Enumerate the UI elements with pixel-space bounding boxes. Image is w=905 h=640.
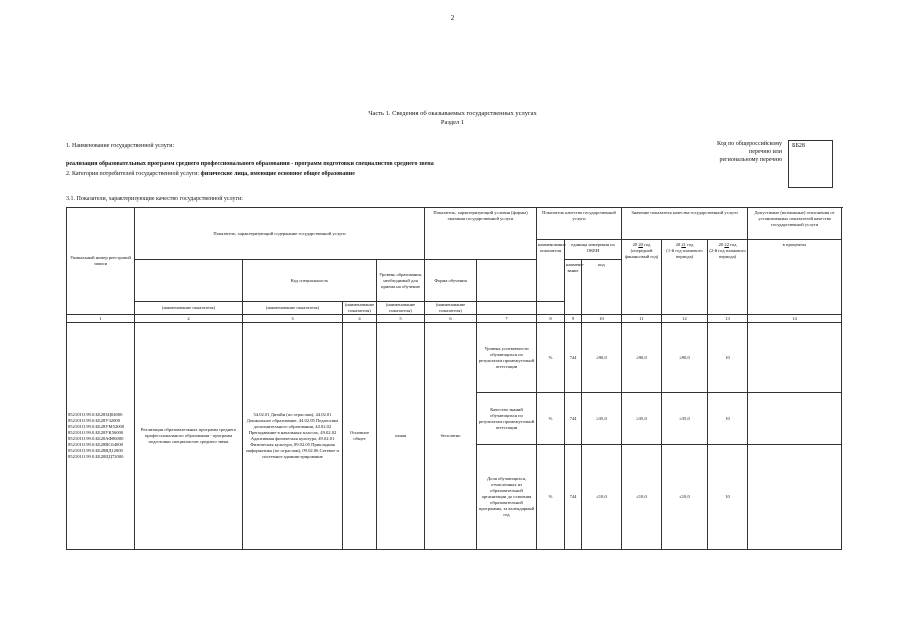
header-indicator-6 [477,302,537,315]
header-quality-indicator: Показатель качества государственной услуги [537,208,622,240]
year-1-desc: (очередной финансовый год) [624,248,659,259]
header-indicator-1: (наименование показателя) [135,302,243,315]
year-3-desc: (2-й год планового периода) [709,248,746,259]
header-content-indicator: Показатель, характеризующий содержание государственной услуги [135,208,425,260]
header-unit-name: наимено-вание [565,260,582,315]
header-indicator-5: (наименование показателя) [425,302,477,315]
deviation-absolute [748,393,842,445]
header-unit-okei: единица измерения по ОКЕИ [565,240,622,260]
page-number: 2 [450,14,455,22]
service-name: реализация образовательных программ среднего профессионального образования - программ подготовки специалистов среднего звена [66,161,434,167]
deviation-percent: 10 [708,323,748,393]
header-level: Уровень образования, необходимый для приема на обучение [377,260,425,302]
header-percent: в процентах [748,240,842,315]
value-year-2: ≤10,0 [622,445,662,550]
deviation-percent: 10 [708,445,748,550]
study-form: очная [377,323,425,550]
value-year-2: ≥35,0 [622,393,662,445]
service-code-box: ББ28 [788,140,833,188]
part-heading [0,109,905,127]
header-conditions-indicator: Показатель, характеризующий условия (формы) оказания государственной услуги [425,208,537,260]
code-label-line-3: региональному перечню [719,157,782,163]
header-indicator-name: наименование показателя [537,240,565,302]
value-year-3: ≤10,0 [662,445,708,550]
col-num-1: 1 [67,315,135,323]
unit-code: 744 [565,393,582,445]
section-title: Раздел 1 [440,119,465,126]
unit-code: 744 [565,445,582,550]
consumer-category-value: физические лица, имеющие основное общее образование [200,171,355,177]
year-2-b: 21 [681,242,686,247]
year-3-b: 22 [724,242,729,247]
value-year-2: ≥90,0 [622,323,662,393]
consumer-category-label: 2. Категория потребителей государственной услуги: [66,171,200,177]
header-quality-values: Значение показателя качества государственной услуги [622,208,748,240]
col-num-6: 6 [425,315,477,323]
deviation-absolute [748,445,842,550]
deviation-percent: 10 [708,393,748,445]
header-conditions-empty [477,260,537,302]
header-spacer [135,260,243,302]
col-num-7: 7 [477,315,537,323]
header-indicator-2: (наименование показателя) [243,302,343,315]
registry-numbers: 852101О.99.0.ББ28ЗЦ04000 852101О.99.0.ББ28УЗ2000 852101О.99.0.ББ28УМ52000 852101О.99.0.ББ28УК56000 852101О.99.0.ББ28АФ86000 852101О.99.0.ББ28ВС64000 852101О.99.0.ББ28ВД12000 852101О.99.0.ББ28ЦЦ72000 [67,323,135,550]
indicator-name: Качество знаний обучающихся по результатам промежуточной аттестации [477,393,537,445]
code-label [640,140,782,164]
unit-code: 744 [565,323,582,393]
header-year-2 [662,240,708,315]
year-1-b: 20 [638,242,643,247]
unit-name: % [537,323,565,393]
col-num-11: 11 [622,315,662,323]
col-num-8: 8 [537,315,565,323]
col-num-13: 13 [708,315,748,323]
education-level: Основное общее [343,323,377,550]
col-num-4: 4 [343,315,377,323]
year-2-desc: (1-й год планового периода) [666,248,703,259]
col-num-9: 9 [565,315,582,323]
quality-indicators-title: 3.1. Показатели, характеризующие качество государственной услуги: [66,196,243,202]
specialties-list: 54.02.01 Дизайн (по отраслям), 44.02.01 Дошкольное образование, 44.02.05 Педагогика дополнительного образования, 44.02.02 Преподавание в начальных классах, 49.02.02 Адаптивная физическая культура, 49.02.01 Физическая культура, 09.02.05 Прикладная информатика (по отраслям), 09.02.06 Сетевое и системное администрирование [243,323,343,550]
header-year-3 [708,240,748,315]
value-year-3: ≥90,0 [662,323,708,393]
quality-indicators-table [66,207,842,550]
header-form: Форма обучения [425,260,477,302]
unit-name: % [537,445,565,550]
year-2-a: 20 [675,242,681,247]
year-2-c: год [687,242,694,247]
part-title: Часть 1. Сведения об оказываемых государственных услугах [368,110,537,117]
indicator-name: Доля обучающихся, отчисленных из образовательной организации до освоения образовательной программы, за календарный год [477,445,537,550]
header-year-1 [622,240,662,315]
header-indicator-3: (наименование показателя) [343,302,377,315]
col-num-12: 12 [662,315,708,323]
year-1-a: 20 [632,242,638,247]
header-unique-number: Уникальный номер реестровой записи [67,208,135,315]
col-num-14: 14 [748,315,842,323]
value-year-1: ≤10,0 [582,445,622,550]
header-indicator-4: (наименование показателя) [377,302,425,315]
value-year-3: ≥35,0 [662,393,708,445]
col-num-5: 5 [377,315,425,323]
column-numbers-row [67,315,842,323]
code-label-line-1: Код по общероссийскому [717,141,782,147]
header-code-specialty: Код специальность [243,260,377,302]
header-deviations: Допустимые (возможные) отклонения от установленных показателей качества государственной услуги [748,208,842,240]
deviation-absolute [748,323,842,393]
content-description: Реализация образовательных программ среднего профессионального образования - программ подготовки специалистов среднего звена [135,323,243,550]
unit-name: % [537,393,565,445]
year-1-c: год [644,242,651,247]
col-num-3: 3 [243,315,343,323]
code-label-line-2: перечню или [748,149,782,155]
year-3-c: год [730,242,737,247]
value-year-1: ≥35,0 [582,393,622,445]
col-num-2: 2 [135,315,243,323]
service-name-label: 1. Наименование государственной услуги: [66,143,175,149]
table-row [67,323,842,393]
year-3-a: 20 [718,242,724,247]
service-condition: бесплатно [425,323,477,550]
value-year-1: ≥90,0 [582,323,622,393]
header-unit-code: код [582,260,622,315]
consumer-category [66,170,355,178]
col-num-10: 10 [582,315,622,323]
indicator-name: Уровень успеваемости обучающихся по результатам промежуточной аттестации [477,323,537,393]
